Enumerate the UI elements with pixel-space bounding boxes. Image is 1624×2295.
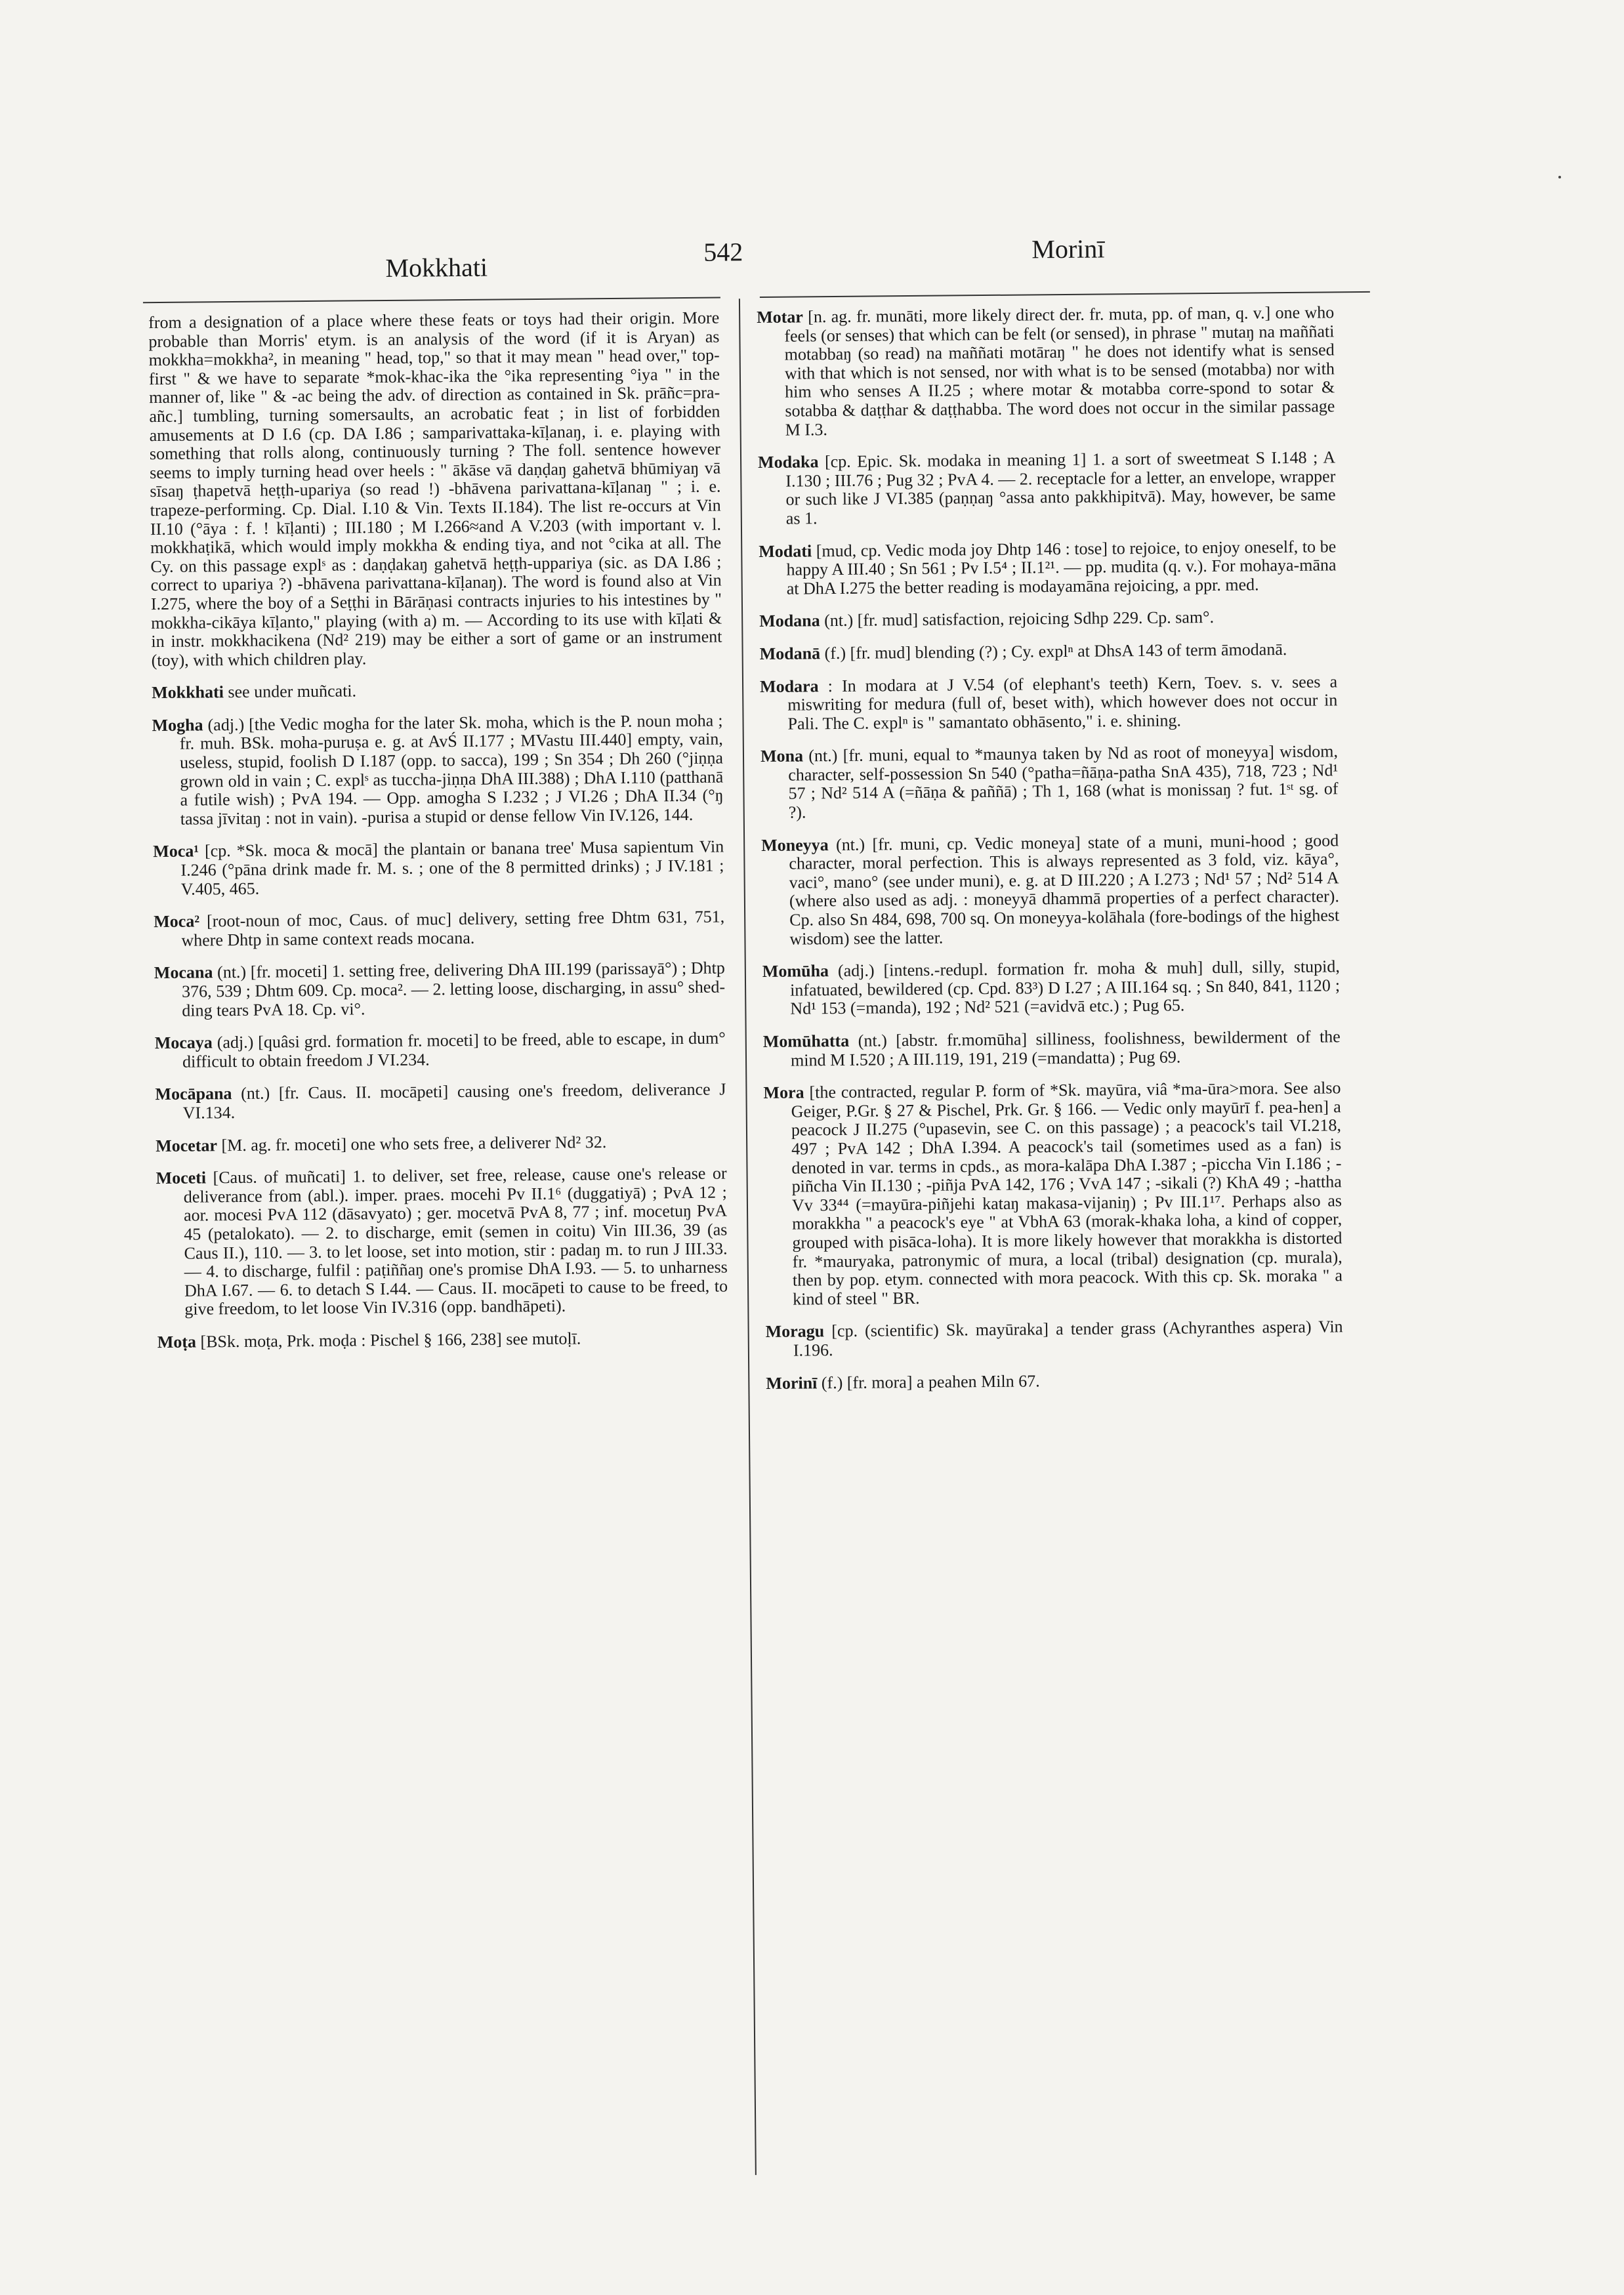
entry-headword: Mocāpana (155, 1084, 232, 1104)
dictionary-entry (763, 1027, 1341, 1070)
dictionary-page (142, 231, 1386, 2183)
dictionary-entry (760, 672, 1338, 734)
header-rule-left (143, 297, 720, 304)
entry-text: [Caus. of muñcati] 1. to deliver, set free, release, cause one's release or deliverance from (abl.). imper. praes. mocehi Pv II.1⁶ (duggatiyā) ; PvA 12 ; aor. mocesi PvA 112 (dāsavyato) ; ger. mocetvā PvA 8, 77 ; inf. mocetuŋ PvA 45 (petalokato). — 2. to discharge, emit (semen in coitu) Vin III.36, 39 (as Caus II.), 110. — 3. to let loose, set into motion, stir : padaŋ m. to run J III.33. — 4. to discharge, fulfil : paṭiññaŋ one's promise DhA I.93. — 5. to unharness DhA I.67. — 6. to detach S I.44. — Caus. II. mocāpeti to cause to be freed, to give freedom, to let loose Vin IV.316 (opp. bandhāpeti). (183, 1163, 728, 1319)
dictionary-entry (152, 679, 722, 703)
entry-text: [n. ag. fr. munāti, more likely direct der. fr. muta, pp. of man, q. v.] one who feels (or senses) that which can be felt (or sensed), in phrase " mutaŋ na maññati motabbaŋ (so read) na maññati motāraŋ " he does not identify what is sensed with that which is not sensed, nor with what is to be sensed (motabba) nor with him who senses A II.25 ; where motar & motabba corre-spond to sotar & sotabba & daṭṭhar & daṭṭhabba. The word does not occur in the similar passage M I.3. (784, 302, 1335, 440)
entry-headword: Mokkhati (151, 682, 224, 703)
dictionary-entry (153, 838, 724, 899)
entry-headword: Modana (759, 611, 820, 631)
dictionary-entry (759, 537, 1337, 598)
entry-headword: Moneyya (761, 835, 829, 855)
entry-text: [BSk. moṭa, Prk. moḍa : Pischel § 166, 238] see mutoḷī. (196, 1329, 581, 1352)
header-rule-right (760, 291, 1370, 298)
dictionary-entry (762, 958, 1341, 1019)
entry-text: [M. ag. fr. moceti] one who sets free, a deliverer Nd² 32. (217, 1132, 607, 1155)
header-right-guide-word: Morinī (1031, 234, 1105, 264)
entry-headword: Modanā (759, 644, 821, 663)
entry-text: [the contracted, regular P. form of *Sk. mayūra, viâ *ma-ūra>mora. See also Geiger, P.Gr. § 27 & Pischel, Prk. Gr. § 166. — Vedic only mayūrī f. pea-hen] a peacock J II.275 (°upasevin, see C. on this passage) ; a peacock's tail VI.218, 497 ; PvA 142 ; DhA I.394. A peacock's tail (sometimes used as a fan) is denoted in var. terms in cpds., as mora-kalāpa DhA I.387 ; -piccha Vin I.186 ; -piñcha Vin II.130 ; -piñja PvA 142, 176 ; VvA 147 ; -sikali (?) KhA 49 ; -hattha Vv 33⁴⁴ (=mayūra-piñjehi kataŋ makasa-vijaniŋ) ; Pv III.1¹⁷. Perhaps also as morakkha " a peacock's eye " at VbhA 63 (morak-khaka loha, a kind of copper, grouped with pisāca-loha). It is more likely however that morakkha is distorted fr. *mauryaka, patronymic of mura, a local (tribal) designation (cp. murala), then by pop. etym. connected with mora peacock. With this cp. Sk. moraka " a kind of steel " BR. (791, 1078, 1343, 1309)
entry-text: (nt.) [abstr. fr.momūha] silliness, foolishness, bewilderment of the mind M I.520 ; A III.119, 191, 219 (=mandatta) ; Pug 69. (790, 1027, 1341, 1070)
entry-text: (adj.) [intens.-redupl. formation fr. moha & muh] dull, silly, stupid, infatuated, bewildered (cp. Cpd. 83³) D I.27 ; A III.164 sq. ; Sn 840, 841, 1120 ; Nd¹ 153 (=manda), 192 ; Nd² 521 (=avidvā etc.) ; Pug 65. (789, 957, 1341, 1019)
entry-headword: Mocaya (154, 1033, 213, 1053)
entry-text: [cp. Epic. Sk. modaka in meaning 1] 1. a sort of sweetmeat S I.148 ; A I.130 ; III.76 ; Pug 32 ; PvA 4. — 2. receptacle for a letter, an envelope, wrapper or such like J VI.385 (paṇṇaŋ °assa anto pakkhipitvā). May, however, be same as 1. (785, 447, 1336, 528)
dictionary-entry (766, 1318, 1343, 1361)
dictionary-entry (763, 1079, 1343, 1310)
dictionary-entry (758, 449, 1336, 529)
entry-headword: Morinī (766, 1373, 818, 1393)
entry-text: [cp. (scientific) Sk. mayūraka] a tender grass (Achyranthes aspera) Vin I.196. (793, 1317, 1343, 1360)
page-number: 542 (703, 237, 743, 267)
entry-headword: Mocana (154, 962, 213, 983)
column-divider (739, 299, 757, 2175)
left-column (148, 309, 728, 1366)
entry-text: (f.) [fr. mora] a peahen Miln 67. (817, 1371, 1040, 1392)
entry-text: (nt.) [fr. Caus. II. mocāpeti] causing one's freedom, deliverance J VI.134. (182, 1079, 726, 1123)
entry-text: (adj.) [the Vedic mogha for the later Sk. moha, which is the P. noun moha ; fr. muh. BSk. moha-puruṣa e. g. at AvŚ II.177 ; MVastu III.440] empty, vain, useless, stupid, foolish D I.187 (opp. to sacca), 199 ; Sn 354 ; Dh 260 (°jiṇṇa grown old in vain ; C. explˢ as tuccha-jiṇṇa DhA III.388) ; DhA I.110 (patthanā a futile wish) ; PvA 194. — Opp. amogha S I.232 ; J VI.26 ; DhA II.34 (°ŋ tassa jīvitaŋ : not in vain). -purisa a stupid or dense fellow Vin IV.126, 144. (179, 711, 724, 829)
entry-headword: Moca² (154, 911, 200, 932)
entry-text: (nt.) [fr. muni, equal to *maunya taken by Nd as root of moneyya] wisdom, character, self-possession Sn 540 (°patha=ñāṇa-patha SnA 435), 718, 723 ; Nd¹ 57 ; Nd² 514 A (=ñāṇa & paññā) ; Th 1, 168 (what is monissaŋ ? fut. 1ˢᵗ sg. of ?). (788, 741, 1339, 822)
dictionary-entry (155, 1029, 726, 1072)
dictionary-entry (759, 608, 1337, 631)
dictionary-entry (766, 1369, 1343, 1393)
entry-headword: Moṭa (157, 1332, 197, 1352)
dictionary-entry (156, 1132, 726, 1155)
entry-headword: Mona (760, 746, 804, 766)
entry-headword: Moca¹ (153, 841, 199, 861)
entry-text: [root-noun of moc, Caus. of muc] delivery, setting free Dhtm 631, 751, where Dhtp in same context reads mocana. (181, 907, 725, 950)
entry-headword: Modaka (757, 452, 819, 472)
entry-text: [cp. *Sk. moca & mocā] the plantain or banana tree' Musa sapientum Vin I.246 (°pāna drink made fr. M. s. ; one of the 8 permitted drinks) ; J IV.181 ; V.405, 465. (180, 837, 724, 899)
dictionary-entry (761, 831, 1339, 949)
entry-text: (nt.) [fr. mud] satisfaction, rejoicing Sdhp 229. Cp. sam°. (820, 608, 1215, 631)
right-column (757, 303, 1344, 1407)
dictionary-entry (154, 959, 726, 1020)
entry-headword: Momūhatta (762, 1031, 850, 1052)
entry-text: (f.) [fr. mud] blending (?) ; Cy. explⁿ at DhsA 143 of term āmodanā. (820, 639, 1287, 663)
entry-headword: Moragu (765, 1321, 825, 1342)
dictionary-entry (148, 309, 722, 671)
entry-headword: Modati (759, 541, 812, 561)
entry-text: (adj.) [quâsi grd. formation fr. moceti] to be freed, able to escape, in dum° difficult to obtain freedom J VI.234. (182, 1028, 726, 1071)
entry-text: from a designation of a place where these feats or toys had their origin. More probable than Morris' etym. is an analysis of the word (if it is Aryan) as mokkha=mokkha², in meaning " head, top," so that it may mean " head over," top-first " & we have to separate *mok-khac-ika the °ika representing °iya " in the manner of, like " & -ac being the adv. of direction as contained in Sk. prāñc=pra-añc.] tumbling, turning somersaults, an acrobatic feat ; in list of forbidden amusements at D I.6 (cp. DA I.86 ; samparivattaka-kīḷanaŋ, i. e. playing with something that rolls along, continuously turning ? The foll. sentence however seems to imply turning head over heels : " ākāse vā daṇḍaŋ gahetvā bhūmiyaŋ vā sīsaŋ ṭhapetvā heṭṭh-upariya (so read !) -bhāvena parivattana-kīḷanaŋ " ; i. e. trapeze-performing. Cp. Dial. I.10 & Vin. Texts II.184). The list re-occurs at Vin II.10 (°āya : f. ! kīḷanti) ; III.180 ; M I.266≈and A V.203 (with important v. l. mokkhaṭikā, which would imply mokkha & ending tiya, and not °cika at all. The Cy. on this passage explˢ as : daṇḍakaŋ gahetvā heṭṭh-uppariya (sic. as DA I.86 ; correct to upariya ?) -bhāvena parivattana-kīḷanaŋ). The word is found also at Vin I.275, where the boy of a Seṭṭhi in Bārāṇasi contracts injuries to his intestines by " mokkha-cikāya kīḷanto," playing (with a) m. — According to its use with kīḷati & in instr. mokkhacikena (Nd² 219) may be either a sort of game or an instrument (toy), with which children play. (148, 308, 722, 670)
entry-headword: Mora (763, 1083, 804, 1103)
entry-text: : In modara at J V.54 (of elephant's teeth) Kern, Toev. s. v. sees a miswriting for medura (full of, beset with), which however does not occur in Pali. The C. explⁿ is " samantato obhāsento," i. e. shining. (787, 671, 1338, 734)
entry-headword: Mogha (152, 715, 203, 735)
entry-text: see under muñcati. (223, 681, 357, 702)
entry-text: [mud, cp. Vedic moda joy Dhtp 146 : tose] to rejoice, to enjoy oneself, to be happy A III.40 ; Sn 561 ; Pv I.5⁴ ; II.1²¹. — pp. mudita (q. v.). For mohaya-māna at DhA I.275 the better reading is modayamāna rejoicing, a ppr. med. (786, 536, 1337, 598)
entry-text: (nt.) [fr. muni, cp. Vedic moneya] state of a muni, muni-hood ; good character, moral perfection. This is always represented as 3 fold, viz. kāya°, vaci°, mano° (see under muni), e. g. at D III.220 ; A I.273 ; Nd¹ 57 ; Nd² 514 A (where also used as adj. : moneyyā dhammā properties of a perfect character). Cp. also Sn 484, 698, 700 sq. On moneyya-kolāhala (fore-bodings of the highest wisdom) see the latter. (789, 830, 1340, 949)
entry-headword: Momūha (762, 961, 829, 982)
dictionary-entry (155, 1081, 726, 1123)
dictionary-entry (760, 743, 1339, 823)
dictionary-entry (157, 1328, 728, 1352)
dictionary-entry (757, 303, 1335, 440)
dictionary-entry (760, 640, 1337, 663)
entry-text: (nt.) [fr. moceti] 1. setting free, delivering DhA III.199 (parissayā°) ; Dhtp 376, 539 ; Dhtm 609. Cp. moca². — 2. letting loose, discharging, in assu° shed-ding tears PvA 18. Cp. vi°. (181, 958, 726, 1020)
entry-headword: Moceti (156, 1168, 207, 1188)
entry-headword: Motar (757, 307, 804, 327)
page-header (142, 231, 1370, 294)
scan-speck (1558, 176, 1561, 178)
dictionary-entry (154, 908, 724, 951)
header-left-guide-word: Mokkhati (385, 252, 488, 283)
dictionary-entry (152, 711, 723, 829)
entry-headword: Mocetar (156, 1135, 218, 1155)
entry-headword: Modara (759, 676, 819, 696)
dictionary-entry (156, 1165, 728, 1319)
